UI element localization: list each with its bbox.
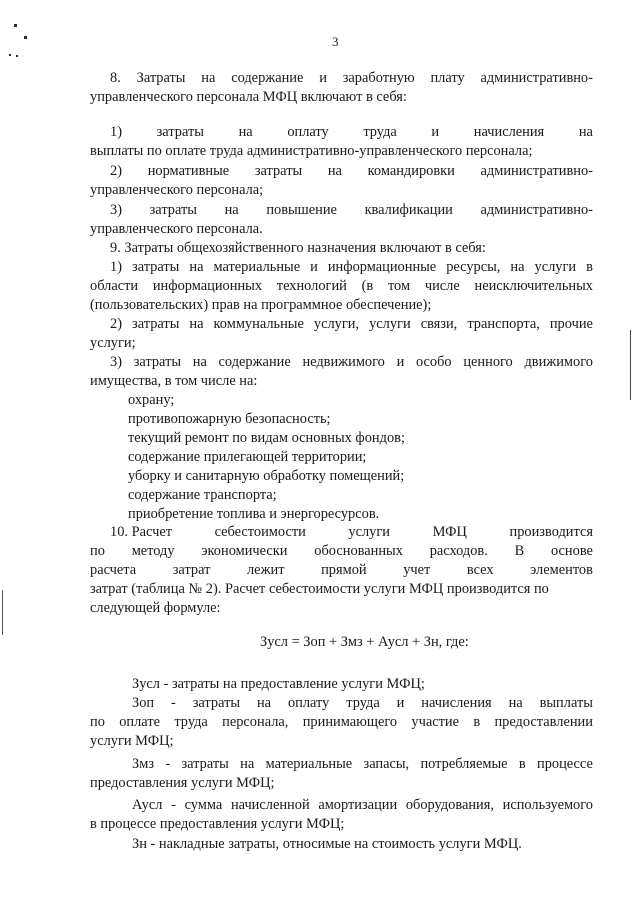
text-line: следующей формуле: <box>90 600 221 616</box>
text-line: Зн - накладные затраты, относимые на стоимость услуги МФЦ. <box>132 836 522 852</box>
word: 2) <box>110 316 122 332</box>
text-line <box>110 259 593 276</box>
word: затрат <box>172 562 211 578</box>
word: 8. <box>110 70 121 86</box>
word: командировки <box>367 163 455 179</box>
word: процессе <box>537 756 593 772</box>
word: квалификации <box>364 202 453 218</box>
word: по <box>90 543 105 559</box>
list-item: уборку и санитарную обработку помещений; <box>128 468 405 484</box>
word: информационные <box>327 259 437 275</box>
word: труда <box>346 695 380 711</box>
word: оплату <box>287 695 330 711</box>
word: и <box>319 70 327 86</box>
word: лежит <box>247 562 285 578</box>
word: неисключительных <box>474 278 593 294</box>
text-line: (пользовательских) прав на программное обеспечение); <box>90 297 432 313</box>
word: на <box>240 756 255 772</box>
word: на <box>578 124 593 140</box>
word: на <box>224 202 239 218</box>
list-item: приобретение топлива и энергоресурсов. <box>128 506 380 522</box>
word: области <box>90 278 139 294</box>
text-line: имущества, в том числе на: <box>90 373 258 389</box>
word: расчета <box>90 562 137 578</box>
text-line <box>110 524 593 541</box>
word: на <box>189 259 204 275</box>
word: в <box>586 259 593 275</box>
word: принимающего <box>302 714 398 730</box>
text-line: управленческого персонала; <box>90 182 264 198</box>
list-item: текущий ремонт по видам основных фондов; <box>128 430 405 446</box>
scan-mark <box>9 54 11 56</box>
word: 2) <box>110 163 122 179</box>
word: 10. Расчет <box>110 524 172 540</box>
word: и <box>396 354 405 370</box>
text-line <box>110 163 593 180</box>
text-line: управленческого персонала. <box>90 221 263 237</box>
scan-mark <box>16 55 18 57</box>
list-item: противопожарную безопасность; <box>128 411 331 427</box>
word: технологий <box>276 278 347 294</box>
text-line: затрат (таблица № 2). Расчет себестоимости услуги МФЦ производится по <box>90 581 549 597</box>
scan-edge-line <box>630 330 631 400</box>
text-line <box>90 278 593 295</box>
word: Затраты <box>136 70 186 86</box>
list-item: содержание прилегающей территории; <box>128 449 367 465</box>
word: предоставлении <box>494 714 593 730</box>
word: затраты <box>254 163 303 179</box>
word: затраты <box>133 354 182 370</box>
word: ресурсы, <box>446 259 501 275</box>
word: начисления <box>421 695 492 711</box>
scan-mark <box>14 24 17 27</box>
word: услуги, <box>313 316 360 332</box>
word: оборудования, <box>405 797 494 813</box>
word: заработную <box>342 70 415 86</box>
word: услуги <box>534 259 577 275</box>
word: (в <box>361 278 374 294</box>
list-item: охрану; <box>128 392 175 408</box>
word: административно- <box>480 163 593 179</box>
word: особо <box>415 354 452 370</box>
word: Зоп <box>132 695 155 711</box>
word: МФЦ <box>432 524 467 540</box>
word: информационных <box>152 278 263 294</box>
text-line <box>90 562 593 579</box>
word: оплате <box>119 714 161 730</box>
word: административно- <box>480 202 593 218</box>
word: услуги <box>348 524 390 540</box>
word: производится <box>509 524 593 540</box>
text-line <box>110 202 593 219</box>
word: 1) <box>110 259 122 275</box>
word: сумма <box>184 797 223 813</box>
word: 1) <box>110 124 122 140</box>
word: в <box>518 756 526 772</box>
text-line <box>110 70 593 87</box>
text-line: в процессе предоставления услуги МФЦ; <box>90 816 345 832</box>
word: плату <box>430 70 465 86</box>
text-line: Зусл - затраты на предоставление услуги МФЦ; <box>132 676 425 692</box>
word: по <box>90 714 105 730</box>
word: труда <box>174 714 208 730</box>
word: запасы, <box>363 756 410 772</box>
scan-mark <box>24 36 27 39</box>
word: себестоимости <box>214 524 306 540</box>
word: ценного <box>463 354 513 370</box>
word: - <box>165 756 171 772</box>
word: содержание <box>231 70 304 86</box>
word: на <box>327 163 342 179</box>
scan-edge-line <box>2 590 3 635</box>
word: Аусл <box>132 797 163 813</box>
word: услуги <box>369 316 411 332</box>
word: всех <box>466 562 494 578</box>
page-number: 3 <box>332 34 339 49</box>
word: основе <box>550 543 593 559</box>
text-line <box>110 354 593 371</box>
word: затраты <box>149 202 197 218</box>
text-line: услуги; <box>90 335 136 351</box>
word: недвижимого <box>302 354 385 370</box>
word: повышение <box>266 202 337 218</box>
word: затраты <box>132 316 180 332</box>
word: материальные <box>213 259 301 275</box>
word: коммунальные <box>213 316 304 332</box>
word: прочие <box>549 316 593 332</box>
formula: Зусл = Зоп + Змз + Аусл + Зн, где: <box>260 634 469 650</box>
text-line: услуги МФЦ; <box>90 733 174 749</box>
word: движимого <box>524 354 593 370</box>
word: на <box>201 70 216 86</box>
text-line: выплаты по оплате труда административно-управленческого персонала; <box>90 143 533 159</box>
word: начисления <box>473 124 545 140</box>
word: затраты <box>156 124 204 140</box>
word: прямой <box>321 562 367 578</box>
text-line <box>132 695 593 712</box>
word: элементов <box>530 562 593 578</box>
word: том <box>387 278 411 294</box>
word: - <box>171 797 176 813</box>
word: В <box>514 543 525 559</box>
word: в <box>473 714 481 730</box>
text-line: предоставления услуги МФЦ; <box>90 775 275 791</box>
text-line <box>110 316 593 333</box>
word: персонала, <box>222 714 289 730</box>
word: - <box>171 695 176 711</box>
word: расходов. <box>429 543 488 559</box>
word: и <box>431 124 440 140</box>
word: административно- <box>480 70 593 86</box>
word: затраты <box>181 756 229 772</box>
word: оплату <box>287 124 329 140</box>
word: материальные <box>265 756 353 772</box>
text-line <box>132 756 593 773</box>
word: на <box>508 695 523 711</box>
list-item: содержание транспорта; <box>128 487 277 503</box>
word: экономически <box>201 543 288 559</box>
word: 3) <box>110 354 122 370</box>
word: и <box>310 259 318 275</box>
word: Змз <box>132 756 155 772</box>
word: обоснованных <box>314 543 403 559</box>
word: потребляемые <box>420 756 508 772</box>
word: используемого <box>502 797 593 813</box>
word: и <box>396 695 405 711</box>
word: на <box>192 354 207 370</box>
word: методу <box>131 543 175 559</box>
word: выплаты <box>539 695 593 711</box>
text-line <box>132 797 593 814</box>
word: 3) <box>110 202 122 218</box>
word: на <box>510 259 525 275</box>
word: связи, <box>420 316 458 332</box>
word: нормативные <box>147 163 230 179</box>
word: на <box>238 124 253 140</box>
text-line: 9. Затраты общехозяйственного назначения включают в себя: <box>110 240 486 256</box>
word: труда <box>363 124 397 140</box>
text-line <box>90 543 593 560</box>
word: затраты <box>132 259 180 275</box>
text-line: управленческого персонала МФЦ включают в себя: <box>90 89 407 105</box>
word: на <box>256 695 272 711</box>
word: учет <box>403 562 431 578</box>
word: на <box>189 316 204 332</box>
word: участие <box>411 714 459 730</box>
word: амортизации <box>318 797 398 813</box>
text-line <box>90 714 593 731</box>
word: транспорта, <box>467 316 540 332</box>
word: числе <box>424 278 460 294</box>
word: начисленной <box>230 797 310 813</box>
text-line <box>110 124 593 141</box>
word: затраты <box>192 695 241 711</box>
word: содержание <box>218 354 291 370</box>
